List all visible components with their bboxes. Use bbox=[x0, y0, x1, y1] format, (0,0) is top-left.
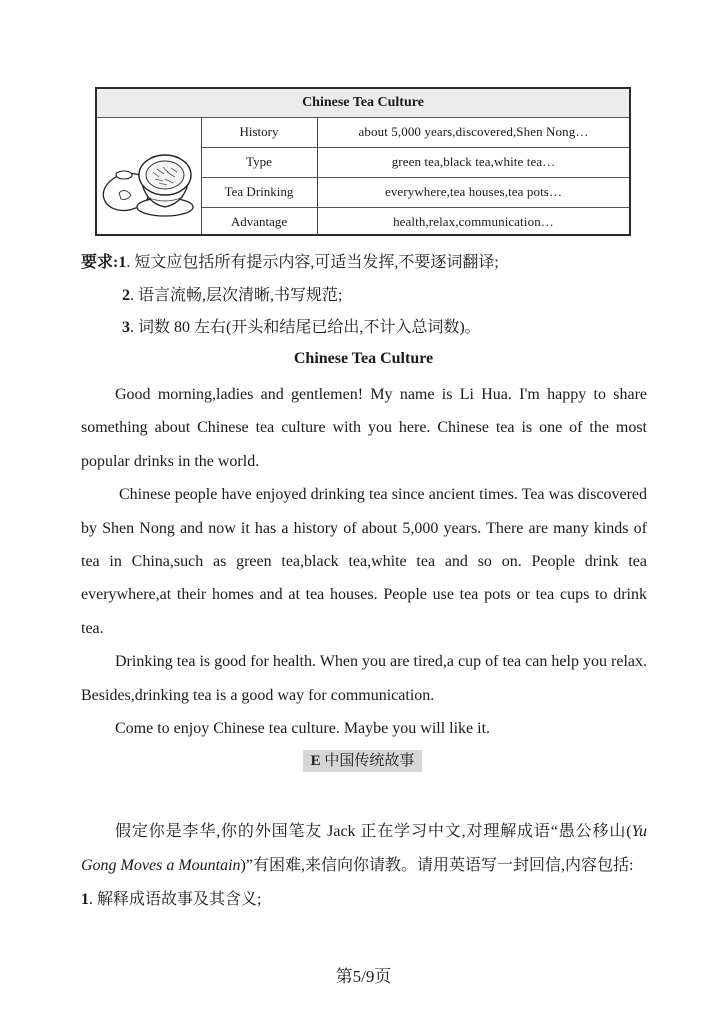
table-row bbox=[201, 117, 629, 148]
page-number: 第5/9页 bbox=[335, 967, 392, 986]
row-value: everywhere,tea houses,tea pots… bbox=[384, 184, 563, 199]
essay-body bbox=[81, 378, 647, 745]
task-intro bbox=[81, 815, 647, 883]
requirement-1 bbox=[81, 252, 499, 274]
requirement-number: 1 bbox=[118, 254, 127, 271]
table-row bbox=[201, 207, 629, 236]
section-letter: E bbox=[310, 753, 321, 769]
row-key: Tea Drinking bbox=[201, 177, 318, 207]
idiom-english: Yu Gong Moves a Mountain bbox=[81, 823, 647, 874]
requirement-number: 2 bbox=[122, 287, 130, 304]
task-item-text: . 解释成语故事及其含义; bbox=[89, 891, 262, 908]
requirement-text: . 词数 80 左右(开头和结尾已给出,不计入总词数)。 bbox=[130, 319, 481, 336]
table-image-cell bbox=[97, 117, 202, 234]
essay-paragraph: Come to enjoy Chinese tea culture. Maybe you will like it. bbox=[115, 720, 491, 738]
tea-cup-icon bbox=[97, 117, 201, 236]
section-title: 中国传统故事 bbox=[324, 753, 415, 769]
row-key: Advantage bbox=[201, 207, 318, 236]
essay-title: Chinese Tea Culture bbox=[293, 350, 434, 367]
section-e-heading bbox=[303, 750, 422, 772]
row-key: Type bbox=[201, 147, 318, 177]
requirement-3 bbox=[122, 317, 481, 339]
row-value: green tea,black tea,white tea… bbox=[391, 154, 556, 169]
essay-paragraph: Chinese people have enjoyed drinking tea since ancient times. Tea was discovered by Shen Nong and now it has a history of about 5,000 years. There are many kinds of tea in China,such as green tea,black tea,white tea and so on. People drink tea everywhere,at their homes and at tea houses. People use tea pots or tea cups to drink tea. bbox=[81, 486, 647, 637]
task-intro-text: 假定你是李华,你的外国笔友 Jack 正在学习中文,对理解成语“愚公移山( bbox=[115, 823, 632, 840]
table-row bbox=[201, 177, 629, 208]
row-key: History bbox=[201, 117, 318, 147]
row-value: health,relax,communication… bbox=[393, 214, 554, 229]
essay-paragraph: Good morning,ladies and gentlemen! My name is Li Hua. I'm happy to share something about Chinese tea culture with you here. Chinese tea is one of the most popular drinks in the world. bbox=[81, 386, 647, 470]
requirement-text: . 短文应包括所有提示内容,可适当发挥,不要逐词翻译; bbox=[126, 254, 499, 271]
requirement-2 bbox=[122, 285, 342, 307]
task-intro-text: )”有困难,来信向你请教。请用英语写一封回信,内容包括: bbox=[240, 857, 634, 874]
requirement-text: . 语言流畅,层次清晰,书写规范; bbox=[130, 287, 343, 304]
table-row bbox=[201, 147, 629, 178]
requirements-label: 要求: bbox=[81, 254, 119, 271]
requirement-number: 3 bbox=[122, 319, 130, 336]
row-value: about 5,000 years,discovered,Shen Nong… bbox=[358, 124, 589, 139]
table-title: Chinese Tea Culture bbox=[97, 89, 629, 118]
essay-paragraph: Drinking tea is good for health. When you are tired,a cup of tea can help you relax. Besides,drinking tea is a good way for communication. bbox=[81, 653, 647, 704]
task-prompt bbox=[81, 815, 647, 917]
tea-culture-table bbox=[95, 87, 631, 236]
task-item-number: 1 bbox=[81, 891, 89, 908]
task-item-1 bbox=[81, 883, 647, 917]
